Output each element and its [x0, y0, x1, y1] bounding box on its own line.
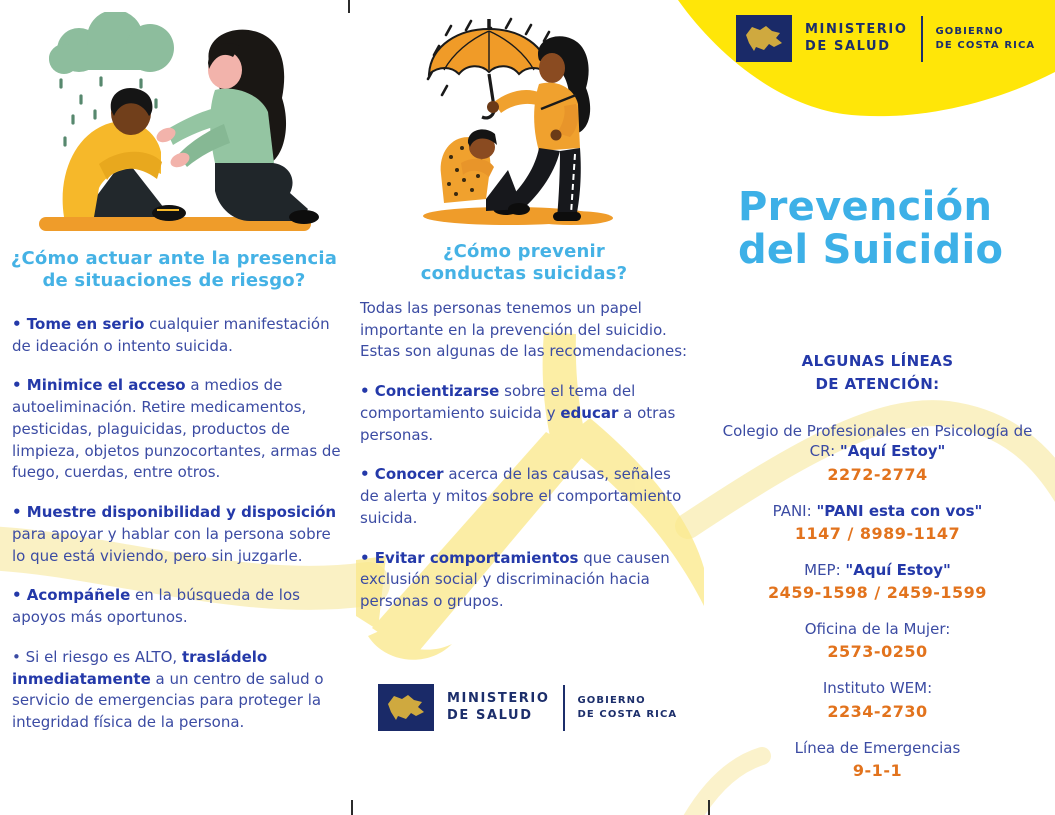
- hotline-item: [708, 421, 1047, 484]
- brochure-title-line2: del Suicidio: [738, 227, 1004, 274]
- hotline-number: 2459-1598 / 2459-1599: [768, 583, 987, 602]
- costa-rica-map-icon: [378, 684, 434, 731]
- government-name-line2: DE COSTA RICA: [577, 708, 678, 720]
- ministry-name-line1: MINISTERIO: [447, 690, 550, 706]
- hotlines-heading: [700, 350, 1055, 397]
- logo-divider: [563, 685, 565, 731]
- risk-heading: [4, 248, 344, 292]
- hotline-label: Línea de Emergencias: [794, 738, 961, 757]
- prevention-heading-line1: ¿Cómo prevenir: [443, 241, 605, 262]
- hotline-item: [708, 738, 1047, 780]
- seated-person: [63, 88, 186, 221]
- panel-cover: [700, 0, 1055, 815]
- government-name: [936, 25, 1036, 52]
- prevention-bullet: • Concientizarse sobre el tema del comportamiento suicida y educar a otras personas.: [360, 382, 676, 444]
- hotline-list: [708, 421, 1047, 797]
- government-name-line1: GOBIERNO: [935, 26, 1004, 37]
- panel-prevention: [348, 0, 700, 815]
- brochure-title-line1: Prevención: [738, 184, 993, 230]
- prevention-bullet: • Conocer acerca de las causas, señales de alerta y mitos sobre el comportamiento suicida.: [360, 465, 682, 527]
- prevention-heading-line2: conductas suicidas?: [420, 262, 628, 284]
- ministry-name-line2: DE SALUD: [805, 38, 891, 54]
- rain-cloud-comfort-illustration: [19, 12, 329, 234]
- government-name-line2: DE COSTA RICA: [935, 39, 1036, 51]
- umbrella-shelter-illustration: [389, 12, 659, 227]
- seated-person: [441, 129, 530, 215]
- hotline-label: Instituto WEM:: [822, 679, 933, 698]
- kneeling-person: [154, 30, 319, 224]
- risk-bullet: • Tome en serio cualquier manifestación de ideación o intento suicida.: [12, 314, 330, 355]
- risk-bullet: • Muestre disponibilidad y disposición para apoyar y hablar con la persona sobre lo que está viviendo, pero sin juzgarle.: [12, 503, 337, 565]
- brochure-title: [738, 186, 1003, 272]
- hotline-label: PANI: "PANI esta con vos": [772, 501, 983, 520]
- ministry-name: [805, 22, 908, 56]
- hotlines-heading-line1: ALGUNAS LÍNEAS: [801, 352, 954, 370]
- ministry-name-line1: MINISTERIO: [805, 21, 908, 37]
- ministry-name-line2: DE SALUD: [447, 707, 533, 723]
- hotline-item: [708, 501, 1047, 543]
- hotline-number: 9-1-1: [852, 760, 903, 780]
- hotline-number: 2234-2730: [827, 701, 928, 721]
- panel-risk-response: [0, 0, 348, 815]
- government-name-line1: GOBIERNO: [577, 695, 646, 706]
- ministry-logo-header: [736, 15, 1035, 62]
- costa-rica-map-icon: [736, 15, 792, 62]
- logo-divider: [921, 16, 923, 62]
- hotline-label: Colegio de Profesionales en Psicología de CR: "Aquí Estoy": [722, 422, 1033, 461]
- hotline-number: 2573-0250: [827, 642, 928, 662]
- hotline-item: [708, 678, 1047, 720]
- hotline-label: MEP: "Aquí Estoy": [804, 560, 951, 579]
- hotline-number: 1147 / 8989-1147: [794, 523, 961, 543]
- hotline-number: 2272-2774: [827, 464, 928, 484]
- prevention-heading: [352, 241, 696, 285]
- ministry-name: [447, 691, 550, 725]
- hotline-item: [708, 560, 1047, 602]
- hotline-item: [708, 619, 1047, 661]
- risk-heading-line2: de situaciones de riesgo?: [42, 269, 306, 291]
- risk-bullet: • Minimice el acceso a medios de autoeliminación. Retire medicamentos, pesticidas, plaguicidas, productos de limpieza, objetos punzocortantes, armas de fuego, cuerdas, entre otros.: [12, 376, 341, 482]
- prevention-intro: Todas las personas tenemos un papel importante en la prevención del suicidio. Estas son algunas de las recomendaciones:: [360, 298, 688, 361]
- government-name: [578, 694, 678, 721]
- hotlines-heading-line2: DE ATENCIÓN:: [815, 375, 940, 394]
- rain-cloud-icon: [49, 12, 174, 74]
- prevention-bullet: • Evitar comportamientos que causen exclusión social y discriminación hacia personas o grupos.: [360, 548, 670, 611]
- risk-heading-line1: ¿Cómo actuar ante la presencia: [10, 248, 338, 269]
- ministry-logo-footer: [378, 684, 677, 731]
- hotline-label: Oficina de la Mujer:: [804, 620, 951, 638]
- risk-bullet: • Acompáñele en la búsqueda de los apoyos más oportunos.: [12, 586, 300, 627]
- risk-bullet: • Si el riesgo es ALTO, trasládelo inmediatamente a un centro de salud o servicio de emergencias para proteger la integridad física de la persona.: [12, 647, 324, 732]
